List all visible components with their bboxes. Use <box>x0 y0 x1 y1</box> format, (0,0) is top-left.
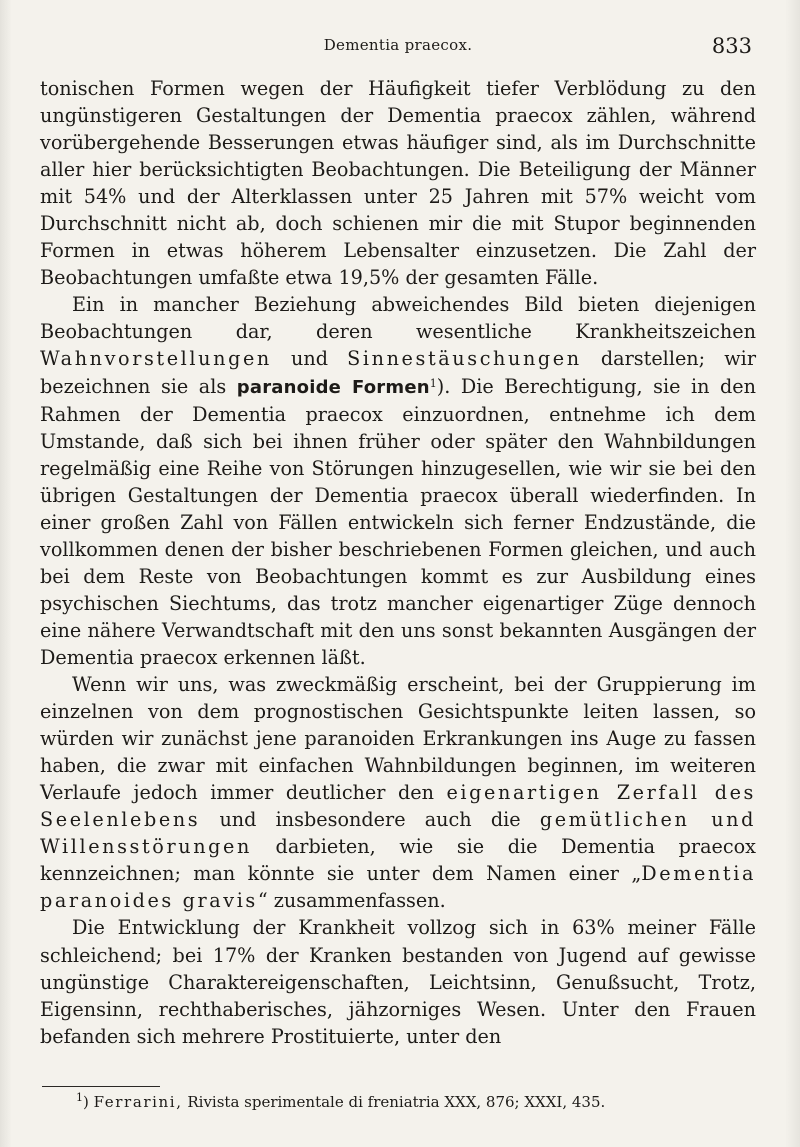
paragraph-2-text-d: ). Die Berechtigung, sie in den Rahmen der Dementia praecox einzuordnen, entnehme ich dem Umstande, daß sich bei ihnen früher oder später den Wahnbildungen regelmäßig eine Reihe von Störungen hinzugesellen, wie wir sie bei den übrigen Gestaltungen der Dementia praecox überall wiederfinden. In einer großen Zahl von Fällen entwickeln sich ferner Endzustände, die vollkommen denen der bisher beschriebenen Formen gleichen, und auch bei dem Reste von Beobachtungen kommt es zur Ausbildung eines psychischen Siechtums, das trotz mancher eigenartiger Züge dennoch eine nähere Verwandtschaft mit den uns sonst bekannten Ausgängen der Dementia praecox erkennen läßt. <box>40 374 756 669</box>
footnote-author: Ferrarini, <box>93 1093 183 1111</box>
paragraph-2-text-c: darstellen; wir bezeichnen sie als <box>40 347 756 398</box>
paragraph-1: tonischen Formen wegen der Häufigkeit tiefer Verblödung zu den ungünstigeren Gestaltungen der Dementia praecox zählen, während vorübergehende Besserungen etwas häufiger sind, als im Durchschnitte aller hier berücksichtigten Beobachtungen. Die Beteiligung der Männer mit 54% und der Alterklassen unter 25 Jahren mit 57% weicht vom Durchschnitt nicht ab, doch schienen mir die mit Stupor beginnenden Formen in etwas höherem Lebensalter einzusetzen. Die Zahl der Beobachtungen umfaßte etwa 19,5% der gesamten Fälle. <box>40 77 756 290</box>
page-header <box>42 34 754 62</box>
paragraph-3-text-a: Wenn wir uns, was zweckmäßig erscheint, bei der Gruppierung im einzelnen von dem prognostischen Gesichtspunkte leiten lassen, so würden wir zunächst jene paranoiden Erkrankungen ins Auge zu fassen haben, die zwar mit einfachen Wahnbildungen beginnen, im weiteren Verlaufe jedoch immer deutlicher den <box>40 673 756 805</box>
paragraph-2-text-a: Ein in mancher Beziehung abweichendes Bild bieten diejenigen Beobachtungen dar, deren wesentliche Krankheitszeichen <box>40 293 756 344</box>
term-zerfall: eigenartigen Zerfall des Seelenlebens <box>40 781 756 832</box>
term-sinnestaeuschungen: Sinnestäuschungen <box>347 347 582 371</box>
footnote-ref: 1 <box>429 376 437 390</box>
paragraph-3 <box>40 671 756 914</box>
paragraph-3-text-b: und insbesondere auch die <box>219 808 521 832</box>
footnote-citation: Rivista sperimentale di freniatria XXX, 876; XXXI, 435. <box>187 1093 606 1111</box>
paragraph-2-text-b: und <box>291 347 329 371</box>
term-gemuetlichen-stoerungen: gemütlichen und Willensstörungen <box>40 808 756 859</box>
paragraph-2 <box>40 291 756 671</box>
paragraph-4: Die Entwicklung der Krankheit vollzog sich in 63% meiner Fälle schleichend; bei 17% der Kranken bestanden von Jugend auf gewisse ungünstige Charaktereigenschaften, Leichtsinn, Genußsucht, Trotz, Eigensinn, rechthaberisches, jähzorniges Wesen. Unter den Frauen befanden sich mehrere Prostituierte, unter den <box>40 916 756 1048</box>
footnote-divider <box>42 1086 160 1087</box>
page-number: 833 <box>711 34 752 58</box>
paragraph-3-text-d: “ zusammenfassen. <box>257 889 446 913</box>
term-wahnvorstellungen: Wahnvorstellungen <box>40 347 272 371</box>
footnote: $^1$) Ferrarini, Rivista sperimentale di freniatria XXX, 876; XXXI, 435. <box>76 1091 606 1111</box>
paragraph-3-text-c: darbieten, wie sie die Dementia praecox kennzeichnen; man könnte sie unter dem Namen einer „ <box>40 835 756 886</box>
running-head: Dementia praecox. <box>323 36 473 54</box>
footnote-marker: 1 <box>76 1091 83 1104</box>
term-paranoide-formen: paranoide Formen <box>236 376 430 398</box>
term-dementia-paranoides-gravis: Dementia paranoides gravis <box>40 862 756 913</box>
body-text <box>40 75 756 1050</box>
